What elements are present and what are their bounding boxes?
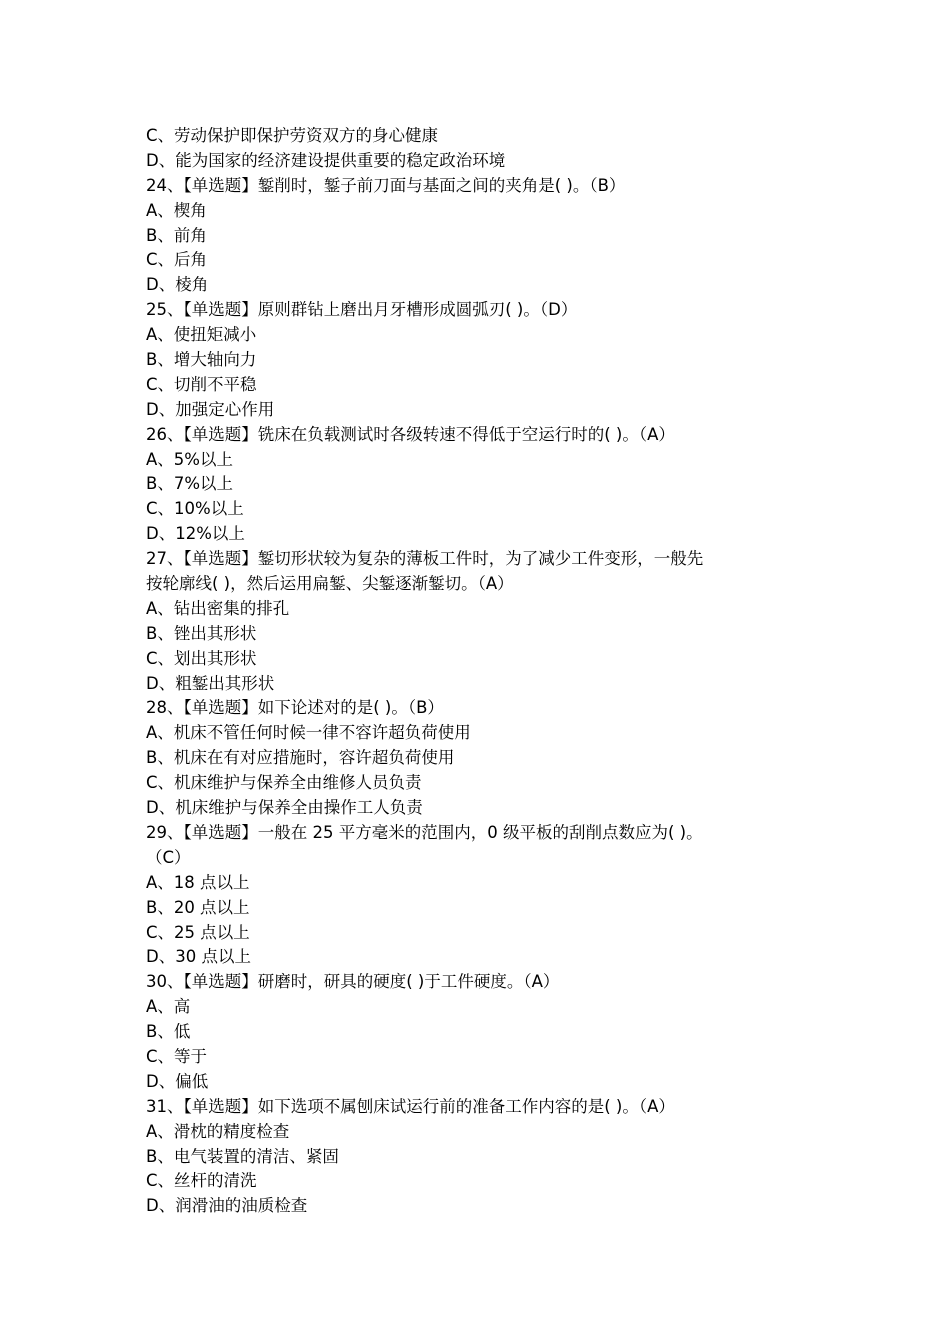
- question-line: 26、【单选题】铣床在负载测试时各级转速不得低于空运行时的( )。（A）: [146, 424, 675, 444]
- option-line: B、20 点以上: [146, 897, 250, 917]
- option-line: D、加强定心作用: [146, 399, 275, 419]
- option-line: C、等于: [146, 1046, 208, 1066]
- question-line: 24、【单选题】錾削时，錾子前刀面与基面之间的夹角是( )。（B）: [146, 175, 626, 195]
- option-line: A、机床不管任何时候一律不容许超负荷使用: [146, 723, 471, 743]
- option-line: C、劳动保护即保护劳资双方的身心健康: [146, 126, 439, 145]
- option-line: A、5%以上: [146, 449, 233, 469]
- document-page: [146, 124, 826, 1219]
- question-line: 25、【单选题】原则群钻上磨出月牙槽形成圆弧刃( )。（D）: [146, 300, 578, 320]
- option-line: D、润滑油的油质检查: [146, 1196, 308, 1216]
- question-line: 31、【单选题】如下选项不属刨床试运行前的准备工作内容的是( )。（A）: [146, 1096, 675, 1116]
- option-line: A、18 点以上: [146, 872, 250, 892]
- option-line: C、机床维护与保养全由维修人员负责: [146, 773, 422, 793]
- option-line: B、前角: [146, 225, 207, 245]
- option-line: B、7%以上: [146, 474, 233, 494]
- question-line-continued: （C）: [146, 847, 191, 867]
- option-line: A、高: [146, 997, 191, 1017]
- option-line: C、切削不平稳: [146, 374, 257, 394]
- option-line: C、后角: [146, 250, 208, 270]
- option-line: D、能为国家的经济建设提供重要的稳定政治环境: [146, 150, 506, 170]
- option-line: C、25 点以上: [146, 922, 250, 942]
- question-line: 30、【单选题】研磨时，研具的硬度( )于工件硬度。（A）: [146, 972, 560, 992]
- option-line: D、粗錾出其形状: [146, 673, 275, 693]
- question-line: 27、【单选题】錾切形状较为复杂的薄板工件时，为了减少工件变形，一般先: [146, 549, 704, 569]
- option-line: B、增大轴向力: [146, 350, 257, 370]
- option-line: C、丝杆的清洗: [146, 1171, 257, 1191]
- option-line: B、机床在有对应措施时，容许超负荷使用: [146, 748, 455, 768]
- option-line: D、12%以上: [146, 524, 245, 544]
- option-line: C、划出其形状: [146, 648, 257, 668]
- option-line: A、楔角: [146, 200, 207, 220]
- option-line: A、钻出密集的排孔: [146, 598, 290, 618]
- option-line: C、10%以上: [146, 499, 244, 519]
- option-line: D、机床维护与保养全由操作工人负责: [146, 798, 423, 818]
- option-line: D、30 点以上: [146, 947, 251, 967]
- option-line: D、偏低: [146, 1071, 209, 1091]
- question-line-continued: 按轮廓线( )，然后运用扁錾、尖錾逐渐錾切。（A）: [146, 574, 514, 594]
- option-line: D、棱角: [146, 275, 209, 295]
- option-line: B、电气装置的清洁、紧固: [146, 1146, 339, 1166]
- option-line: B、锉出其形状: [146, 623, 257, 643]
- option-line: B、低: [146, 1022, 191, 1042]
- question-line: 29、【单选题】一般在 25 平方毫米的范围内，0 级平板的刮削点数应为( )。: [146, 822, 703, 842]
- option-line: A、使扭矩减小: [146, 325, 257, 345]
- question-line: 28、【单选题】如下论述对的是( )。（B）: [146, 698, 444, 718]
- option-line: A、滑枕的精度检查: [146, 1121, 290, 1141]
